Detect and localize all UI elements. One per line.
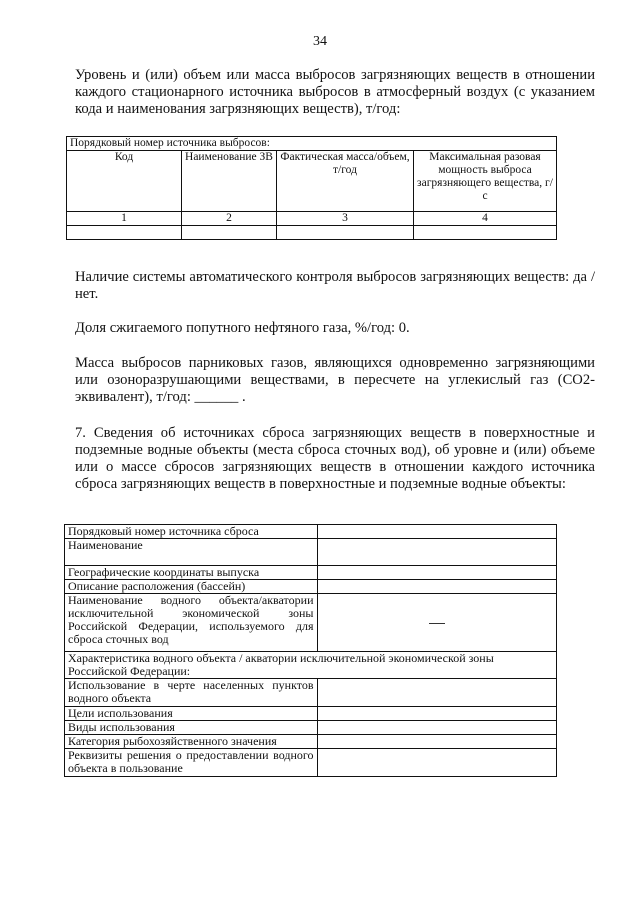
value-cell — [317, 735, 557, 749]
use-types-label: Виды использования — [65, 721, 318, 735]
associated-gas-paragraph: Доля сжигаемого попутного нефтяного газа, %/год: 0. — [75, 320, 410, 336]
header-code: Код — [67, 151, 182, 212]
value-cell — [317, 580, 557, 594]
emissions-paragraph: Уровень и (или) объем или масса выбросов загрязняющих веществ в отношении каждого стационарного источника выбросов в атмосферный воздух (с указанием кода и наименования загрязняющих веществ), т/год: — [75, 67, 595, 117]
value-cell — [317, 749, 557, 777]
outlet-coordinates-label: Географические координаты выпуска — [65, 566, 318, 580]
empty-cell — [182, 226, 277, 240]
value-cell — [317, 679, 557, 707]
value-cell — [317, 539, 557, 566]
value-cell — [317, 525, 557, 539]
section-7-paragraph: 7. Сведения об источниках сброса загрязняющих веществ в поверхностные и подземные водные объекты (места сброса сточных вод), об уровне и (или) объеме или о массе сбросов загрязняющих веществ в отношении каждого источника сброса загрязняющих веществ в поверхностные и подземные водные объекты: — [75, 425, 595, 492]
dash-mark — [429, 623, 445, 624]
page-number: 34 — [313, 34, 327, 49]
column-number-2: 2 — [182, 212, 277, 226]
use-decision-label: Реквизиты решения о предоставлении водного объекта в пользование — [65, 749, 318, 777]
column-number-1: 1 — [67, 212, 182, 226]
use-purpose-label: Цели использования — [65, 707, 318, 721]
column-number-3: 3 — [277, 212, 414, 226]
water-body-name-label: Наименование водного объекта/акватории исключительной экономической зоны Российской Федерации, используемого для сброса сточных вод — [65, 594, 318, 652]
header-pollutant-name: Наименование ЗВ — [182, 151, 277, 212]
column-number-4: 4 — [414, 212, 557, 226]
discharge-source-number-label: Порядковый номер источника сброса — [65, 525, 318, 539]
settlement-use-label: Использование в черте населенных пунктов водного объекта — [65, 679, 318, 707]
empty-cell — [277, 226, 414, 240]
greenhouse-gas-paragraph: Масса выбросов парниковых газов, являющихся одновременно загрязняющими или озоноразрушающими веществами, в пересчете на углекислый газ (СО2-эквивалент), т/год: ______ . — [75, 355, 595, 405]
value-cell — [317, 707, 557, 721]
header-max-power: Максимальная разовая мощность выброса загрязняющего вещества, г/с — [414, 151, 557, 212]
empty-cell — [414, 226, 557, 240]
emissions-table — [66, 136, 557, 240]
header-actual-mass: Фактическая масса/объем, т/год — [277, 151, 414, 212]
fishery-category-label: Категория рыбохозяйственного значения — [65, 735, 318, 749]
value-cell — [317, 566, 557, 580]
value-cell — [317, 594, 557, 652]
location-description-label: Описание расположения (бассейн) — [65, 580, 318, 594]
discharge-name-label: Наименование — [65, 539, 318, 566]
emission-source-label: Порядковый номер источника выбросов: — [67, 137, 557, 151]
empty-cell — [67, 226, 182, 240]
water-body-characteristic-label: Характеристика водного объекта / акватории исключительной экономической зоны Российской Федерации: — [65, 652, 557, 679]
discharge-table — [64, 524, 557, 777]
auto-control-paragraph: Наличие системы автоматического контроля выбросов загрязняющих веществ: да /нет. — [75, 269, 595, 302]
value-cell — [317, 721, 557, 735]
